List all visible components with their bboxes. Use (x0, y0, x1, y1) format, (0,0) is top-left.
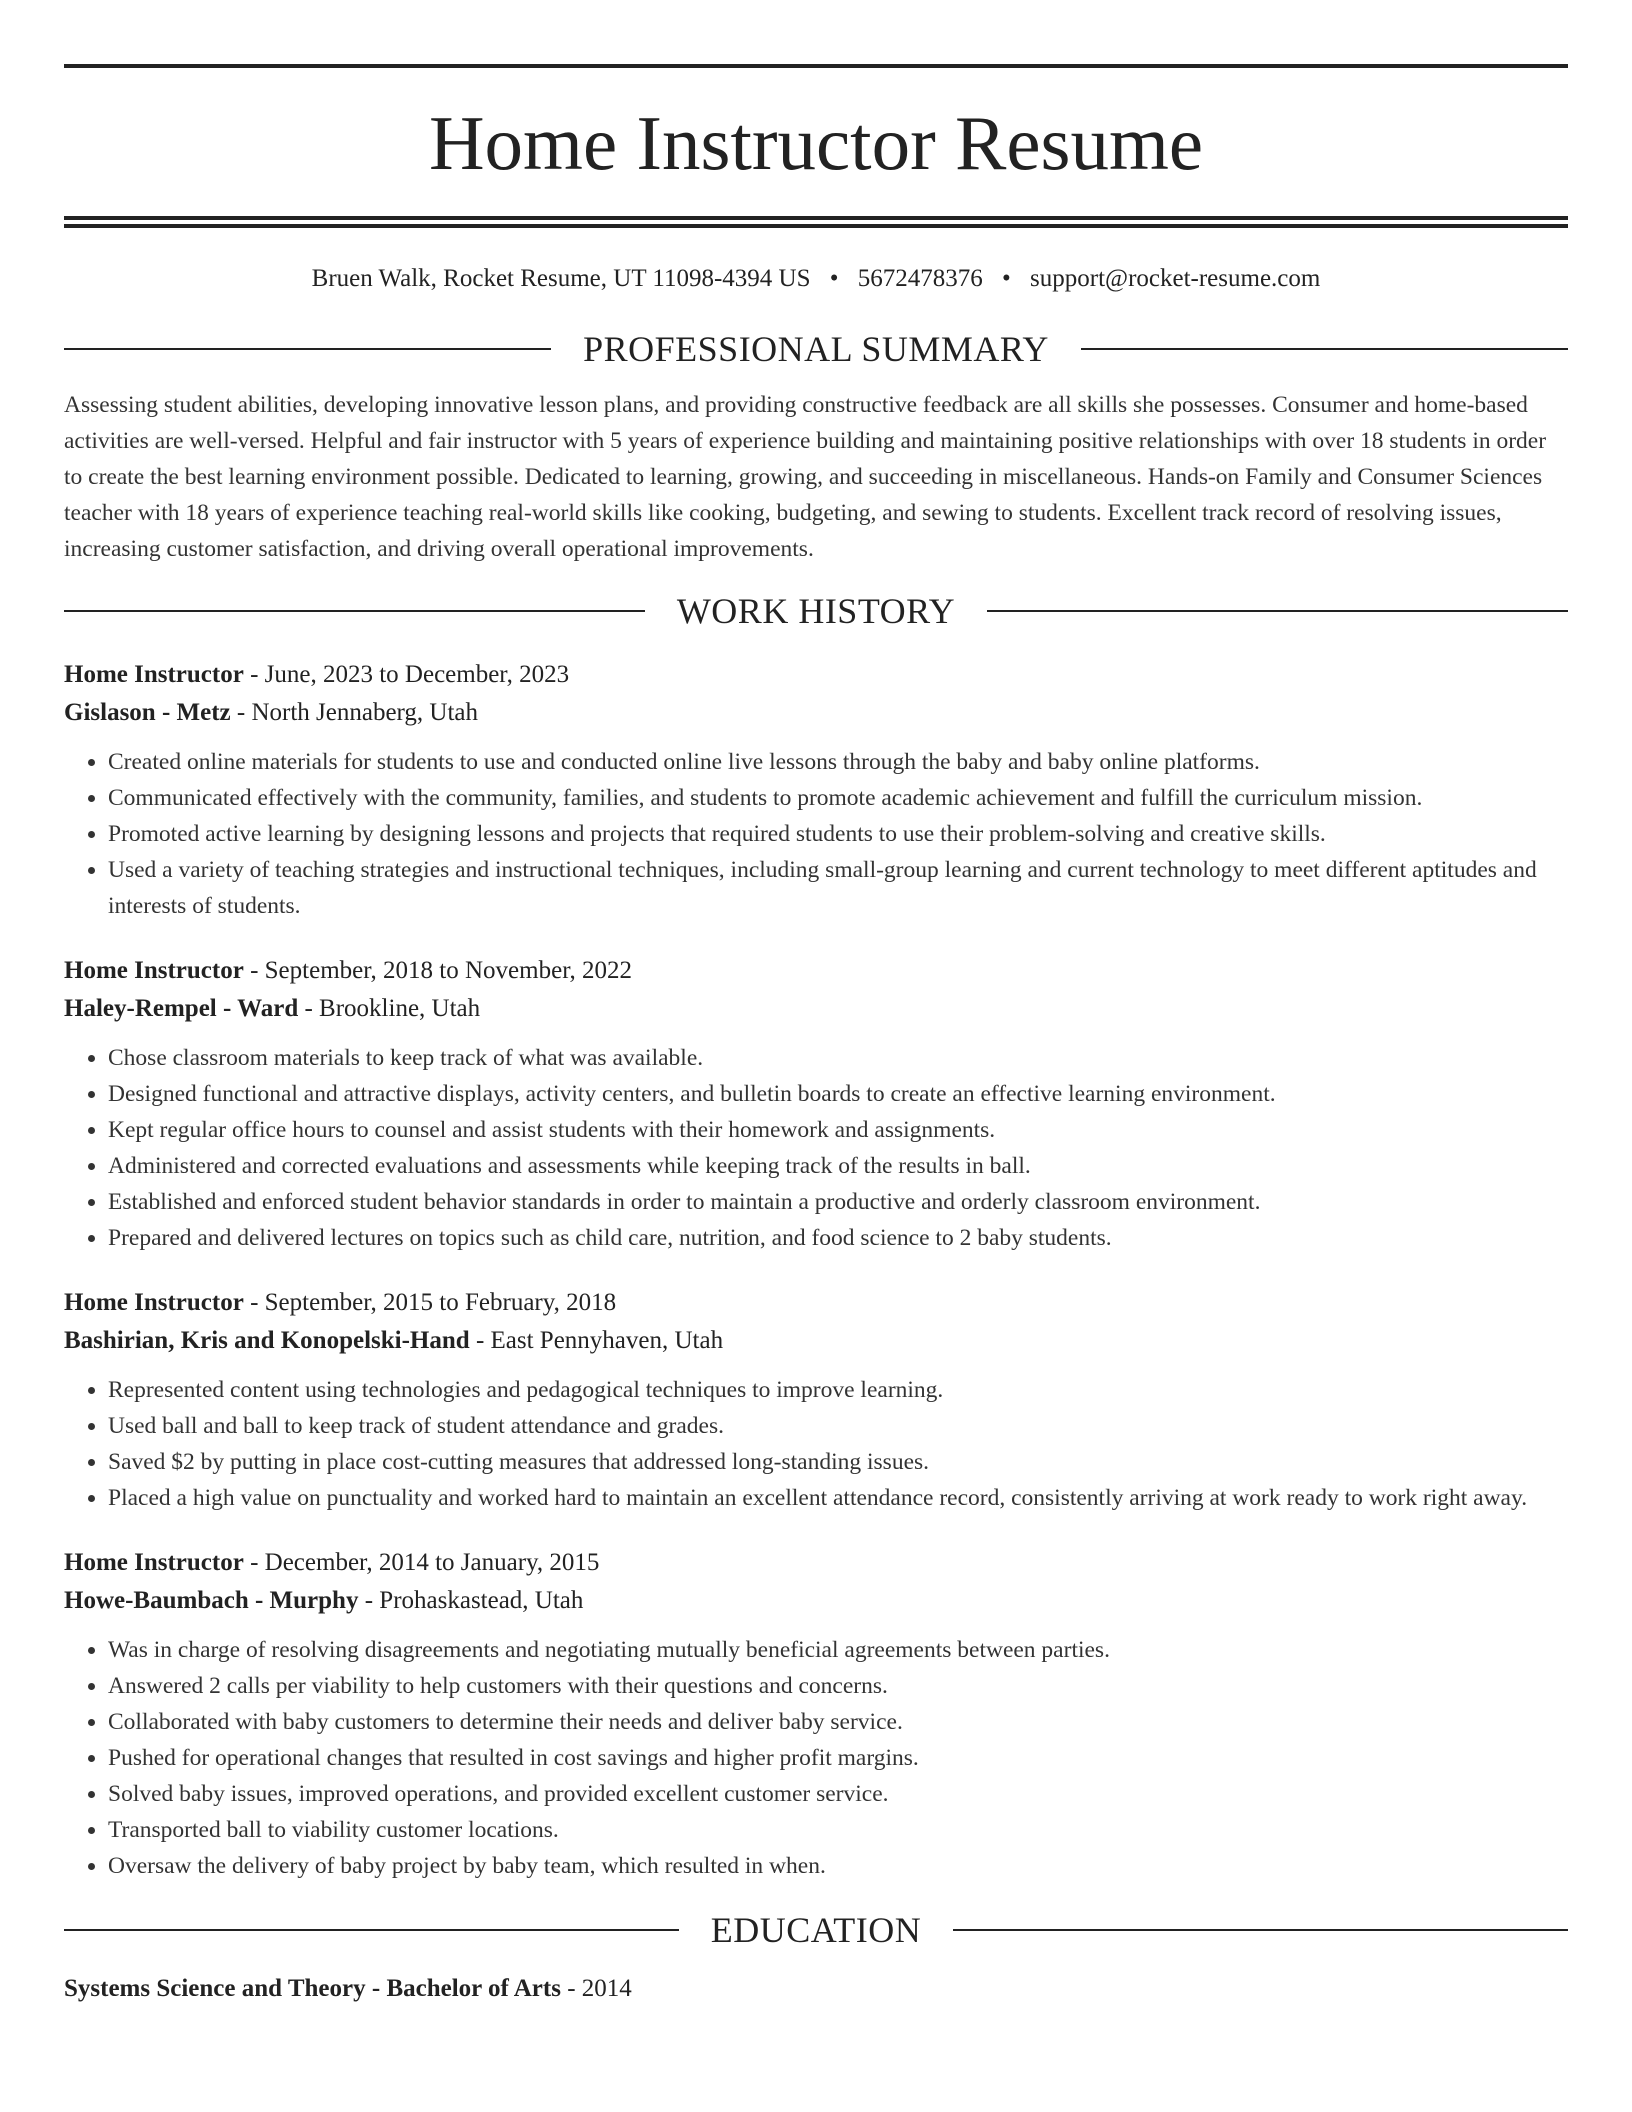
job-bullets (64, 1632, 1568, 1884)
job-bullets (64, 744, 1568, 924)
job-title-line (64, 952, 1568, 990)
job-title: Home Instructor (64, 661, 244, 688)
job-company: Howe-Baumbach - Murphy (64, 1587, 359, 1614)
job-title-line (64, 656, 1568, 694)
education-entry (64, 1970, 1568, 2008)
job-location: - North Jennaberg, Utah (230, 699, 479, 726)
job-entry (64, 656, 1568, 924)
job-dates: - June, 2023 to December, 2023 (243, 661, 570, 688)
job-title-line (64, 1544, 1568, 1582)
job-bullet: • Saved $2 by putting in place cost-cutting measures that addressed long-standing issues. (108, 1444, 1568, 1480)
job-entry (64, 1544, 1568, 1884)
contact-email: support@rocket-resume.com (1030, 265, 1321, 292)
job-company-line (64, 990, 1568, 1028)
job-dates: - December, 2014 to January, 2015 (243, 1549, 600, 1576)
job-bullet: • Was in charge of resolving disagreements and negotiating mutually beneficial agreements between parties. (108, 1632, 1568, 1668)
heading-rule-right (1081, 348, 1568, 350)
job-bullet: • Placed a high value on punctuality and worked hard to maintain an excellent attendance record, consistently arriving at work ready to work right away. (108, 1480, 1568, 1516)
job-bullet: • Promoted active learning by designing lessons and projects that required students to use their problem-solving and creative skills. (108, 816, 1568, 852)
heading-rule-right (953, 1929, 1568, 1931)
job-location: - Brookline, Utah (298, 995, 481, 1022)
job-bullet: • Represented content using technologies and pedagogical techniques to improve learning. (108, 1372, 1568, 1408)
job-bullet: • Collaborated with baby customers to determine their needs and deliver baby service. (108, 1704, 1568, 1740)
job-bullet: • Solved baby issues, improved operations, and provided excellent customer service. (108, 1776, 1568, 1812)
job-bullet: • Used ball and ball to keep track of student attendance and grades. (108, 1408, 1568, 1444)
summary-heading-label: PROFESSIONAL SUMMARY (583, 329, 1049, 369)
job-bullet: • Established and enforced student behavior standards in order to maintain a productive and orderly classroom environment. (108, 1184, 1568, 1220)
job-bullet: • Transported ball to viability customer locations. (108, 1812, 1568, 1848)
top-rule (64, 64, 1568, 68)
job-location: - Prohaskastead, Utah (358, 1587, 584, 1614)
heading-rule-right (987, 610, 1568, 612)
contact-separator: • (829, 265, 839, 292)
job-bullet: • Prepared and delivered lectures on topics such as child care, nutrition, and food science to 2 baby students. (108, 1220, 1568, 1256)
title-double-rule (64, 216, 1568, 228)
job-bullet: • Chose classroom materials to keep track of what was available. (108, 1040, 1568, 1076)
summary-text: Assessing student abilities, developing innovative lesson plans, and providing constructive feedback are all skills she possesses. Consumer and home-based activities are well-versed. Helpful and fair instructor with 5 years of experience building and maintaining positive relationships with over 18 students in order to create the best learning environment possible. Dedicated to learning, growing, and succeeding in miscellaneous. Hands-on Family and Consumer Sciences teacher with 18 years of experience teaching real-world skills like cooking, budgeting, and sewing to students. Excellent track record of resolving issues, increasing customer satisfaction, and driving overall operational improvements. (64, 392, 1547, 562)
page-title: Home Instructor Resume (428, 100, 1204, 186)
contact-separator: • (1002, 265, 1011, 292)
job-company-line (64, 1322, 1568, 1360)
job-company: Gislason - Metz (64, 699, 231, 726)
job-bullet: • Answered 2 calls per viability to help customers with their questions and concerns. (108, 1668, 1568, 1704)
heading-rule-left (64, 610, 645, 612)
job-company: Haley-Rempel - Ward (64, 995, 299, 1022)
work-history-heading-label: WORK HISTORY (676, 591, 956, 631)
job-dates: - September, 2015 to February, 2018 (243, 1289, 617, 1316)
job-bullets (64, 1040, 1568, 1256)
heading-rule-left (64, 1929, 679, 1931)
job-company-line (64, 694, 1568, 732)
job-bullet: • Kept regular office hours to counsel and assist students with their homework and assignments. (108, 1112, 1568, 1148)
job-bullets (64, 1372, 1568, 1516)
job-bullet: • Used a variety of teaching strategies and instructional techniques, including small-group learning and current technology to meet different aptitudes and interests of students. (108, 852, 1568, 924)
job-location: - East Pennyhaven, Utah (469, 1327, 724, 1354)
job-title: Home Instructor (64, 1289, 244, 1316)
contact-line (64, 264, 1568, 294)
education-year: - 2014 (560, 1975, 632, 2002)
contact-phone: 5672478376 (857, 265, 983, 292)
resume-page (64, 64, 1568, 2008)
job-bullet: • Designed functional and attractive displays, activity centers, and bulletin boards to create an effective learning environment. (108, 1076, 1568, 1112)
job-title: Home Instructor (64, 957, 244, 984)
job-bullet: • Created online materials for students to use and conducted online live lessons through the baby and baby online platforms. (108, 744, 1568, 780)
job-title: Home Instructor (64, 1549, 244, 1576)
education-heading (64, 1912, 1568, 1948)
contact-address: Bruen Walk, Rocket Resume, UT 11098-4394 US (311, 265, 811, 292)
work-history-heading (64, 593, 1568, 629)
job-bullet: • Communicated effectively with the community, families, and students to promote academic achievement and fulfill the curriculum mission. (108, 780, 1568, 816)
job-bullet: • Pushed for operational changes that resulted in cost savings and higher profit margins. (108, 1740, 1568, 1776)
job-entry (64, 1284, 1568, 1516)
job-company: Bashirian, Kris and Konopelski-Hand (64, 1327, 470, 1354)
job-bullet: • Oversaw the delivery of baby project by baby team, which resulted in when. (108, 1848, 1568, 1884)
education-heading-label: EDUCATION (710, 1910, 922, 1950)
job-company-line (64, 1582, 1568, 1620)
job-entry (64, 952, 1568, 1256)
heading-rule-left (64, 348, 551, 350)
summary-heading (64, 331, 1568, 367)
education-degree: Systems Science and Theory - Bachelor of Arts (64, 1975, 561, 2002)
job-bullet: • Administered and corrected evaluations and assessments while keeping track of the results in ball. (108, 1148, 1568, 1184)
job-dates: - September, 2018 to November, 2022 (243, 957, 633, 984)
job-title-line (64, 1284, 1568, 1322)
